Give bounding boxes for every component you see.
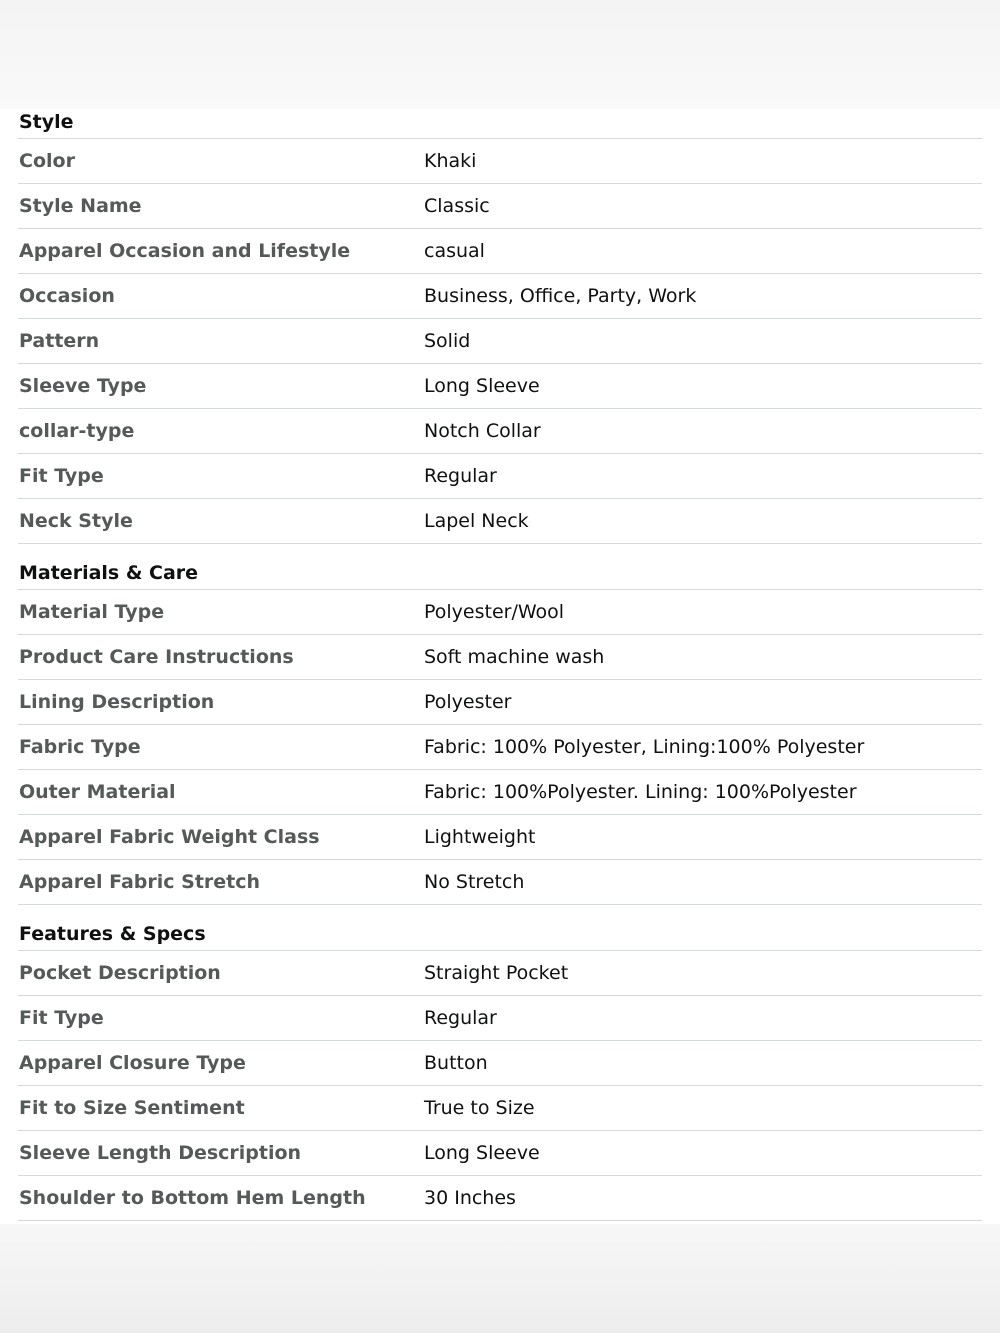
spec-label: Color bbox=[19, 150, 75, 172]
spec-label: Outer Material bbox=[19, 781, 176, 803]
spec-value: Solid bbox=[424, 330, 471, 352]
table-row bbox=[18, 229, 982, 274]
spec-label: Sleeve Type bbox=[19, 375, 147, 397]
spec-value: Khaki bbox=[424, 150, 477, 172]
spec-label: Apparel Fabric Stretch bbox=[19, 871, 261, 893]
spec-label: Apparel Occasion and Lifestyle bbox=[19, 240, 351, 262]
spec-label: Apparel Fabric Weight Class bbox=[19, 826, 320, 848]
spec-label: Pattern bbox=[19, 330, 100, 352]
spec-value: Lightweight bbox=[424, 826, 536, 848]
table-row bbox=[18, 1176, 982, 1221]
spec-label: Style Name bbox=[19, 195, 142, 217]
spec-label: Apparel Closure Type bbox=[19, 1052, 246, 1074]
table-row bbox=[18, 499, 982, 544]
table-row bbox=[18, 635, 982, 680]
spec-value: Fabric: 100%Polyester. Lining: 100%Polyester bbox=[424, 781, 857, 803]
table-row bbox=[18, 1041, 982, 1086]
table-row bbox=[18, 1131, 982, 1176]
table-row bbox=[18, 996, 982, 1041]
spec-label: Pocket Description bbox=[19, 962, 221, 984]
spec-label: Shoulder to Bottom Hem Length bbox=[19, 1187, 366, 1209]
section-header-style: Style bbox=[18, 109, 982, 139]
spec-value: Regular bbox=[424, 1007, 497, 1029]
table-row bbox=[18, 274, 982, 319]
spec-value: Polyester bbox=[424, 691, 512, 713]
spec-value: casual bbox=[424, 240, 485, 262]
table-row bbox=[18, 1086, 982, 1131]
spec-value: Classic bbox=[424, 195, 490, 217]
spec-value: 30 Inches bbox=[424, 1187, 516, 1209]
spec-value: Soft machine wash bbox=[424, 646, 605, 668]
spec-value: No Stretch bbox=[424, 871, 525, 893]
table-row bbox=[18, 860, 982, 905]
spec-label: Lining Description bbox=[19, 691, 215, 713]
table-row bbox=[18, 770, 982, 815]
spec-label: Material Type bbox=[19, 601, 165, 623]
table-row bbox=[18, 725, 982, 770]
spec-label: Fit Type bbox=[19, 465, 104, 487]
table-row bbox=[18, 364, 982, 409]
table-row bbox=[18, 409, 982, 454]
spec-label: Occasion bbox=[19, 285, 115, 307]
spec-value: Fabric: 100% Polyester, Lining:100% Polyester bbox=[424, 736, 865, 758]
spec-value: Button bbox=[424, 1052, 488, 1074]
table-row bbox=[18, 139, 982, 184]
spec-label: Neck Style bbox=[19, 510, 133, 532]
spec-value: Lapel Neck bbox=[424, 510, 529, 532]
section-header-features-specs: Features & Specs bbox=[18, 905, 982, 951]
table-row bbox=[18, 319, 982, 364]
table-row bbox=[18, 454, 982, 499]
product-details-table bbox=[18, 109, 982, 1221]
spec-value: Long Sleeve bbox=[424, 375, 540, 397]
top-margin bbox=[0, 0, 1000, 109]
spec-value: Business, Office, Party, Work bbox=[424, 285, 697, 307]
spec-value: Polyester/Wool bbox=[424, 601, 565, 623]
spec-label: Product Care Instructions bbox=[19, 646, 294, 668]
spec-label: Sleeve Length Description bbox=[19, 1142, 302, 1164]
table-row bbox=[18, 680, 982, 725]
spec-value: Straight Pocket bbox=[424, 962, 569, 984]
spec-value: True to Size bbox=[424, 1097, 535, 1119]
spec-label: Fabric Type bbox=[19, 736, 141, 758]
spec-label: Fit Type bbox=[19, 1007, 104, 1029]
spec-value: Regular bbox=[424, 465, 497, 487]
spec-value: Long Sleeve bbox=[424, 1142, 540, 1164]
section-header-materials-care: Materials & Care bbox=[18, 544, 982, 590]
spec-label: collar-type bbox=[19, 420, 135, 442]
table-row bbox=[18, 184, 982, 229]
table-row bbox=[18, 590, 982, 635]
table-row bbox=[18, 951, 982, 996]
table-row bbox=[18, 815, 982, 860]
bottom-margin bbox=[0, 1224, 1000, 1333]
spec-label: Fit to Size Sentiment bbox=[19, 1097, 245, 1119]
spec-value: Notch Collar bbox=[424, 420, 541, 442]
